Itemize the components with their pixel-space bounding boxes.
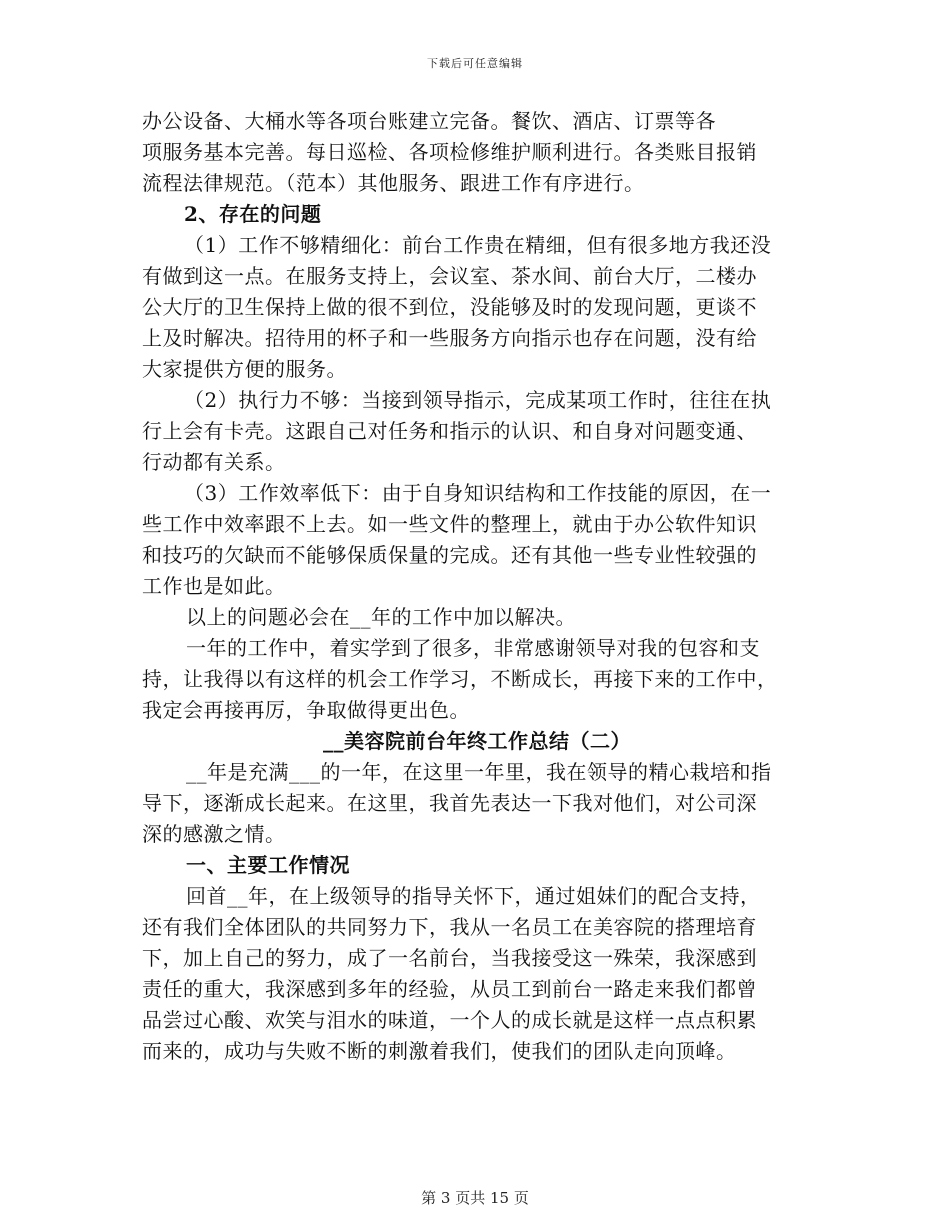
paragraph-line: 还有我们全体团队的共同努力下，我从一名员工在美容院的搭理培育 [142,915,757,939]
paragraph-line: 我定会再接再厉，争取做得更出色。 [142,698,470,722]
paragraph-line: 下，加上自己的努力，成了一名前台，当我接受这一殊荣，我深感到 [142,946,757,970]
paragraph-line: 以上的问题必会在__年的工作中加以解决。 [186,605,576,629]
paragraph-line: 公大厅的卫生保持上做的很不到位，没能够及时的发现问题，更谈不 [142,295,757,319]
paragraph-line: 和技巧的欠缺而不能够保质保量的完成。还有其他一些专业性较强的 [142,543,757,567]
paragraph-line: 大家提供方便的服务。 [142,357,347,381]
paragraph-line: （1）工作不够精细化：前台工作贵在精细，但有很多地方我还没 [184,233,772,257]
paragraph-line: __年是充满___的一年，在这里一年里，我在领导的精心栽培和指 [186,760,772,784]
paragraph-line: 工作也是如此。 [142,574,286,598]
page-header: 下载后可任意编辑 [427,57,523,70]
document-body [142,106,812,1067]
paragraph-line: 持，让我得以有这样的机会工作学习，不断成长，再接下来的工作中， [142,667,778,691]
paragraph-line: 流程法律规范。（范本）其他服务、跟进工作有序进行。 [142,171,645,195]
section-heading: 2、存在的问题 [184,202,322,226]
paragraph-line: 行上会有卡壳。这跟自己对任务和指示的认识、和自身对问题变通、 [142,419,757,443]
paragraph-line: 一年的工作中，着实学到了很多，非常感谢领导对我的包容和支 [186,636,760,660]
paragraph-line: 深的感激之情。 [142,822,286,846]
paragraph-line: 导下，逐渐成长起来。在这里，我首先表达一下我对他们，对公司深 [142,791,757,815]
paragraph-line: 行动都有关系。 [142,450,286,474]
section-heading: 一、主要工作情况 [186,853,350,877]
paragraph-line: 回首__年，在上级领导的指导关怀下，通过姐妹们的配合支持， [186,884,761,908]
paragraph-line: （2）执行力不够：当接到领导指示，完成某项工作时，往往在执 [184,388,772,412]
paragraph-line: 有做到这一点。在服务支持上，会议室、茶水间、前台大厅，二楼办 [142,264,757,288]
paragraph-line: 而来的，成功与失败不断的刺激着我们，使我们的团队走向顶峰。 [142,1039,737,1063]
paragraph-line: 项服务基本完善。每日巡检、各项检修维护顺利进行。各类账目报销 [142,140,757,164]
paragraph-line: 品尝过心酸、欢笑与泪水的味道，一个人的成长就是这样一点点积累 [142,1008,757,1032]
paragraph-line: 办公设备、大桶水等各项台账建立完备。餐饮、酒店、订票等各 [142,109,716,133]
page-footer: 第 3 页共 15 页 [421,1189,529,1207]
paragraph-line: 上及时解决。招待用的杯子和一些服务方向指示也存在问题，没有给 [142,326,757,350]
paragraph-line: （3）工作效率低下：由于自身知识结构和工作技能的原因，在一 [184,481,772,505]
paragraph-line: 责任的重大，我深感到多年的经验，从员工到前台一路走来我们都曾 [142,977,757,1001]
document-title: __美容院前台年终工作总结（二） [323,729,631,753]
paragraph-line: 些工作中效率跟不上去。如一些文件的整理上，就由于办公软件知识 [142,512,757,536]
